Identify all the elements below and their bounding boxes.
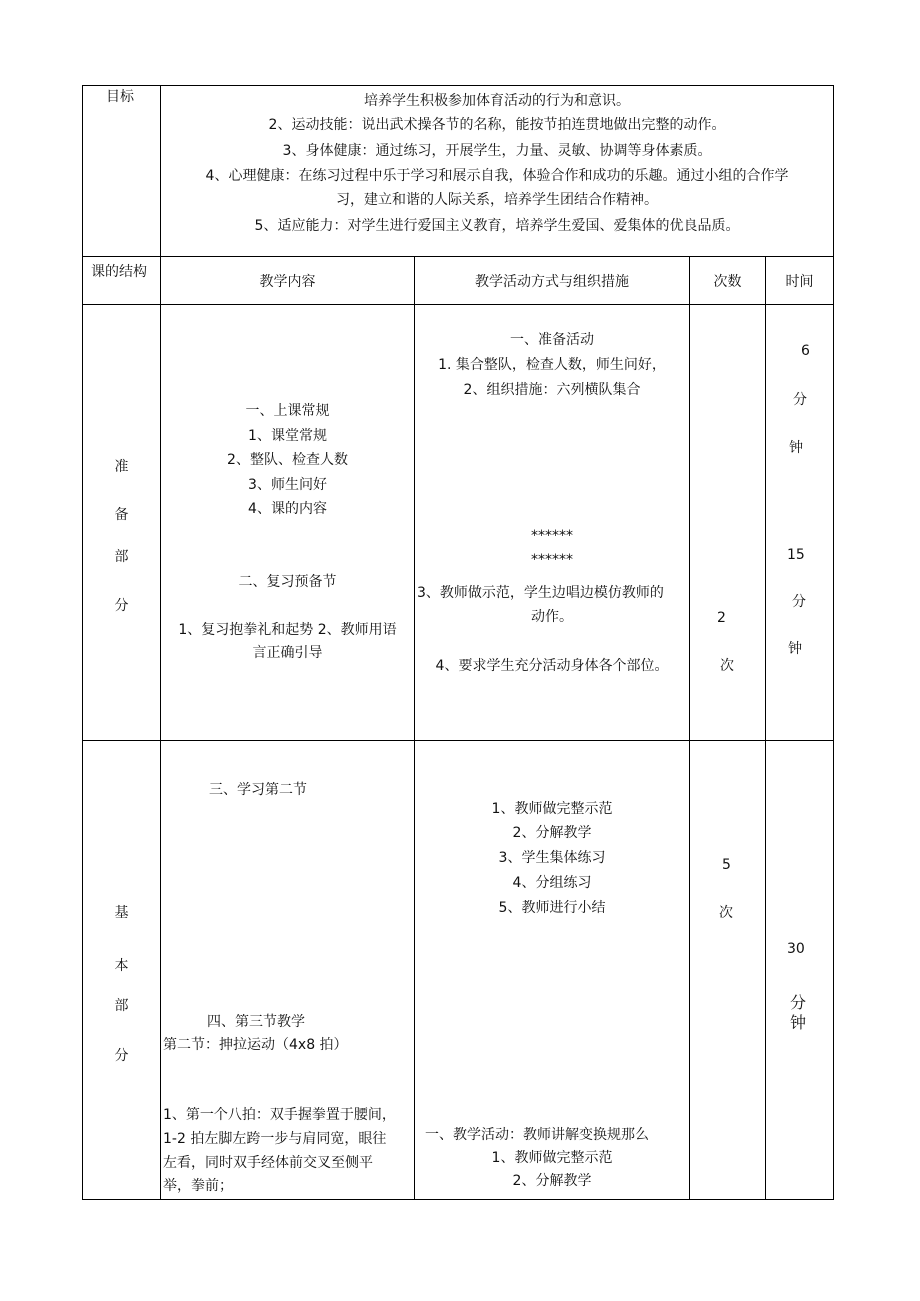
- basic-duration-value: 30: [787, 941, 805, 957]
- basic-activity-line: 一、教学活动：教师讲解变换规那么: [425, 1127, 649, 1143]
- eight-beat-line: 1、第一个八拍：双手握拳置于腰间，: [163, 1107, 396, 1123]
- prep-duration-unit: 钟: [788, 641, 802, 657]
- objective-line: 习，建立和谐的人际关系，培养学生团结合作精神。: [336, 192, 658, 208]
- basic-duration-unit: 钟: [790, 1013, 807, 1032]
- row-divider-objectives: [82, 256, 834, 257]
- basic-activity-line: 2、分解教学: [512, 1173, 592, 1189]
- prep-label-char: 备: [114, 507, 129, 523]
- eight-beat-line: 1-2 拍左脚左跨一步与肩同宽，眼往: [163, 1131, 387, 1147]
- prep-content-line: 1、课堂常规: [248, 428, 327, 444]
- prep-method-line: 一、准备活动: [510, 332, 594, 348]
- prep-review-line: 言正确引导: [252, 645, 323, 661]
- table-right-border: [833, 85, 834, 1200]
- table-top-border: [82, 85, 834, 86]
- objectives-label: 目标: [106, 89, 134, 105]
- basic-activity-line: 1、教师做完整示范: [491, 1150, 613, 1166]
- row-divider-prep: [82, 740, 834, 741]
- eight-beat-line: 左看，同时双手经体前交叉至侧平: [163, 1155, 373, 1171]
- eight-beat-line: 举，拳前；: [163, 1178, 233, 1194]
- prep-duration-unit: 分: [792, 594, 806, 610]
- prep-method-item4: 4、要求学生充分活动身体各个部位。: [435, 658, 669, 674]
- basic-section4-subtitle: 第二节：抻拉运动（4x8 拍）: [163, 1037, 348, 1053]
- col-divider-method: [689, 256, 690, 1200]
- prep-method-demo: 3、教师做示范，学生边唱边模仿教师的: [417, 585, 664, 601]
- objective-line: 5、适应能力：对学生进行爱国主义教育，培养学生爱国、爱集体的优良品质。: [254, 218, 740, 234]
- basic-method-step: 3、学生集体练习: [498, 850, 606, 866]
- prep-duration-value: 15: [787, 547, 805, 563]
- table-bottom-border: [82, 1199, 834, 1200]
- formation-stars: ******: [531, 528, 573, 544]
- row-divider-header: [82, 304, 834, 305]
- basic-section3-title: 三、学习第二节: [209, 782, 307, 798]
- header-duration: 时间: [785, 274, 814, 290]
- prep-content-line: 2、整队、检查人数: [227, 452, 348, 468]
- basic-method-step: 2、分解教学: [512, 825, 592, 841]
- basic-times-unit: 次: [719, 905, 733, 921]
- basic-label-char: 部: [114, 998, 129, 1014]
- prep-label-char: 准: [114, 459, 129, 475]
- objective-line: 2、运动技能：说出武术操各节的名称，能按节拍连贯地做出完整的动作。: [268, 117, 726, 133]
- header-method: 教学活动方式与组织措施: [475, 274, 629, 290]
- basic-method-step: 5、教师进行小结: [498, 900, 606, 916]
- prep-content-line: 一、上课常规: [245, 403, 330, 419]
- prep-label-char: 部: [114, 549, 129, 565]
- prep-review-line: 1、复习抱拳礼和起势 2、教师用语: [178, 622, 397, 638]
- objective-line: 培养学生积极参加体育活动的行为和意识。: [364, 93, 630, 109]
- basic-method-step: 4、分组练习: [512, 875, 592, 891]
- prep-review-title: 二、复习预备节: [238, 574, 337, 590]
- prep-content-line: 4、课的内容: [248, 501, 327, 517]
- basic-method-step: 1、教师做完整示范: [491, 801, 613, 817]
- basic-label-char: 基: [114, 905, 129, 921]
- basic-section4-title: 四、第三节教学: [207, 1014, 305, 1030]
- objective-line: 3、身体健康：通过练习，开展学生，力量、灵敏、协调等身体素质。: [282, 143, 712, 159]
- prep-times-unit: 次: [720, 658, 734, 674]
- header-content: 教学内容: [259, 274, 316, 290]
- formation-stars: ******: [531, 552, 573, 568]
- prep-times-value: 2: [717, 610, 726, 626]
- basic-times-value: 5: [722, 857, 731, 873]
- objective-line: 4、心理健康：在练习过程中乐于学习和展示自我，体验合作和成功的乐趣。通过小组的合作学: [205, 168, 789, 184]
- header-structure: 课的结构: [91, 264, 147, 280]
- prep-duration-value: 6: [801, 343, 810, 359]
- prep-method-line: 1. 集合整队，检查人数，师生问好，: [438, 357, 666, 373]
- col-divider-times: [765, 256, 766, 1200]
- table-left-border: [82, 85, 83, 1200]
- prep-content-line: 3、师生问好: [248, 477, 327, 493]
- basic-label-char: 分: [114, 1048, 129, 1064]
- prep-label-char: 分: [114, 598, 129, 614]
- prep-duration-unit: 钟: [789, 440, 803, 456]
- header-times: 次数: [713, 274, 742, 290]
- prep-method-line: 2、组织措施：六列横队集合: [463, 382, 641, 398]
- basic-label-char: 本: [114, 958, 129, 974]
- prep-method-demo: 动作。: [531, 609, 573, 625]
- prep-duration-unit: 分: [793, 392, 807, 408]
- basic-duration-unit: 分: [790, 993, 807, 1012]
